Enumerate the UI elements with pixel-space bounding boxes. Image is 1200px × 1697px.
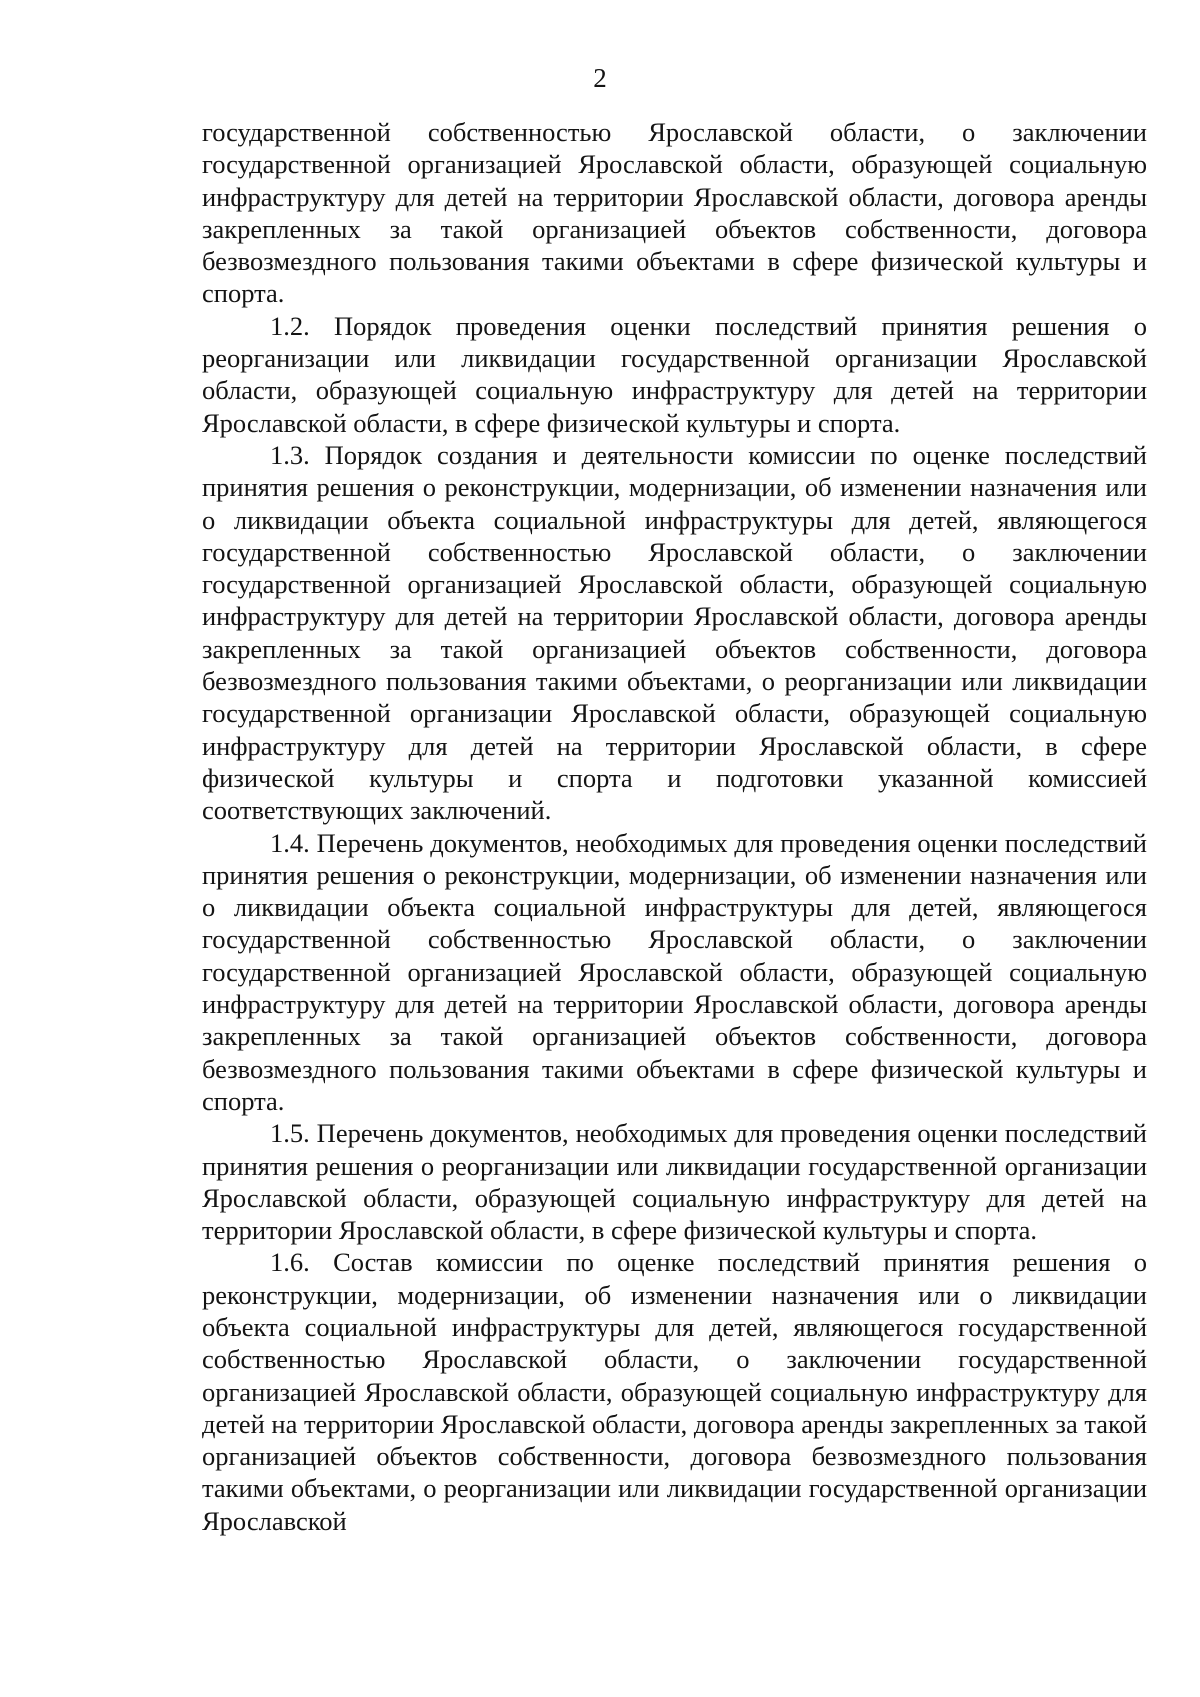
paragraph-item-1-3: 1.3. Порядок создания и деятельности комиссии по оценке последствий принятия решения о реконструкции, модернизации, об изменении назначения или о ликвидации объекта социальной инфраструктуры для детей, являющегося государственной собственностью Ярославской области, о заключении государственной организацией Ярославской области, образующей социальную инфраструктуру для детей на территории Ярославской области, договора аренды закрепленных за такой организацией объектов собственности, договора безвозмездного пользования такими объектами, о реорганизации или ликвидации государственной организации Ярославской области, образующей социальную инфраструктуру для детей на территории Ярославской области, в сфере физической культуры и спорта и подготовки указанной комиссией соответствующих заключений. [202,439,1147,826]
document-body [202,116,1147,1537]
page-number: 2 [593,63,607,93]
paragraph-item-1-4: 1.4. Перечень документов, необходимых для проведения оценки последствий принятия решения о реконструкции, модернизации, об изменении назначения или о ликвидации объекта социальной инфраструктуры для детей, являющегося государственной собственностью Ярославской области, о заключении государственной организацией Ярославской области, образующей социальную инфраструктуру для детей на территории Ярославской области, договора аренды закрепленных за такой организацией объектов собственности, договора безвозмездного пользования такими объектами в сфере физической культуры и спорта. [202,827,1147,1116]
paragraph-item-1-5: 1.5. Перечень документов, необходимых для проведения оценки последствий принятия решения о реорганизации или ликвидации государственной организации Ярославской области, образующей социальную инфраструктуру для детей на территории Ярославской области, в сфере физической культуры и спорта. [202,1118,1147,1246]
paragraph-item-1-6: 1.6. Состав комиссии по оценке последствий принятия решения о реконструкции, модернизации, об изменении назначения или о ликвидации объекта социальной инфраструктуры для детей, являющегося государственной собственностью Ярославской области, о заключении государственной организацией Ярославской области, образующей социальную инфраструктуру для детей на территории Ярославской области, договора аренды закрепленных за такой организацией объектов собственности, договора безвозмездного пользования такими объектами, о реорганизации или ликвидации государственной организации Ярославской [202,1247,1147,1536]
paragraph-item-1-2: 1.2. Порядок проведения оценки последствий принятия решения о реорганизации или ликвидации государственной организации Ярославской области, образующей социальную инфраструктуру для детей на территории Ярославской области, в сфере физической культуры и спорта. [202,310,1147,438]
paragraph-continuation: государственной собственностью Ярославской области, о заключении государственной организацией Ярославской области, образующей социальную инфраструктуру для детей на территории Ярославской области, договора аренды закрепленных за такой организацией объектов собственности, договора безвозмездного пользования такими объектами в сфере физической культуры и спорта. [202,117,1147,309]
